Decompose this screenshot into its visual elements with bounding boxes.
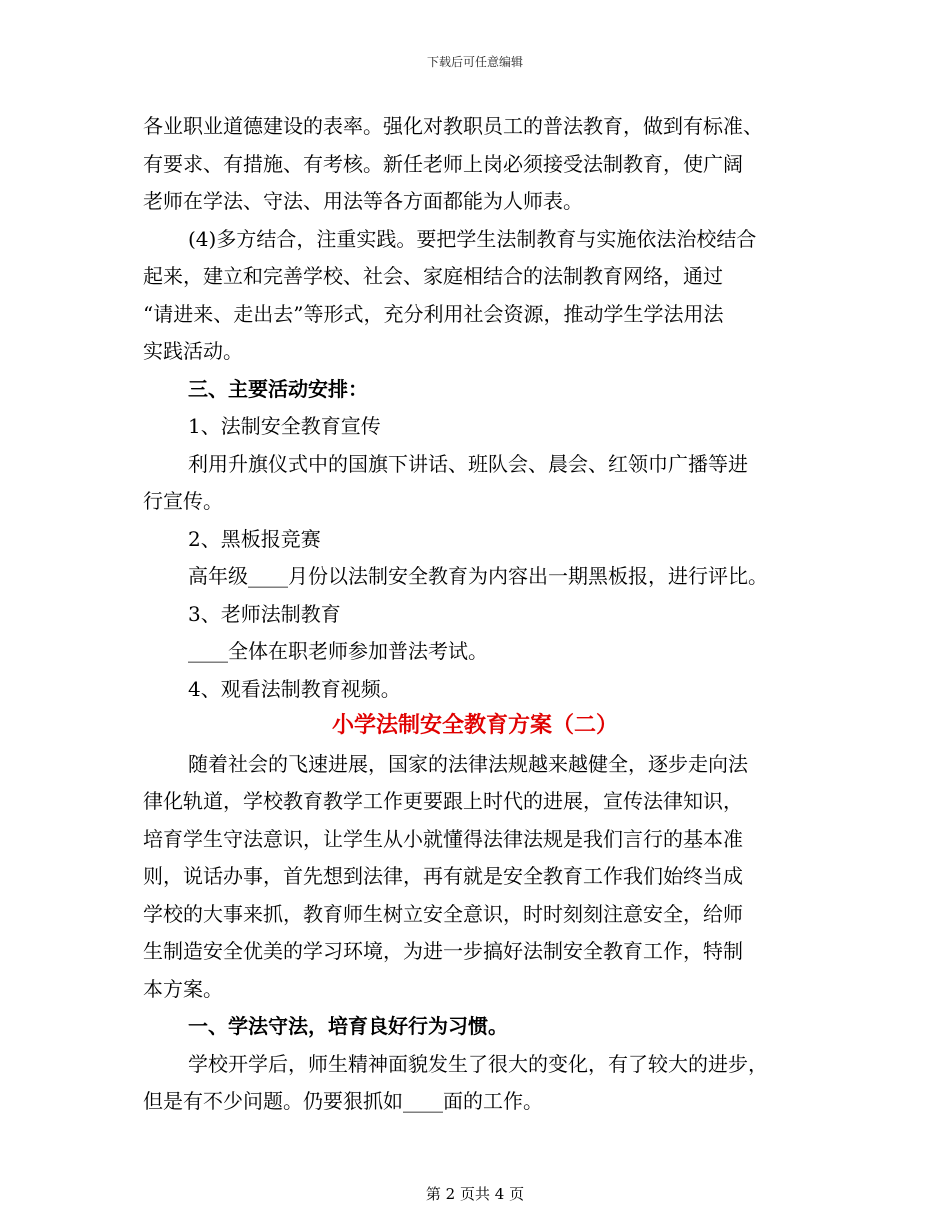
page-footer: 第 2 页共 4 页 <box>425 1185 525 1203</box>
page-header: 下载后可任意编辑 <box>426 55 523 69</box>
list-item-heading: 3、老师法制教育 <box>188 602 341 626</box>
text-line: “请进来、走出去”等形式，充分利用社会资源，推动学生学法用法 <box>143 302 724 326</box>
text-line: 实践活动。 <box>143 339 243 363</box>
text-line: (4)多方结合，注重实践。要把学生法制教育与实施依法治校结合 <box>188 227 757 251</box>
section-heading: 一、学法守法，培育良好行为习惯。 <box>188 1014 508 1038</box>
list-item-heading: 4、观看法制教育视频。 <box>188 677 401 701</box>
text-line: 律化轨道，学校教育教学工作更要跟上时代的进展，宣传法律知识， <box>143 789 743 813</box>
text-line: 则，说话办事，首先想到法律，再有就是安全教育工作我们始终当成 <box>143 864 743 888</box>
text-line: 随着社会的飞速进展，国家的法律法规越来越健全，逐步走向法 <box>188 752 748 776</box>
text-line: 生制造安全优美的学习环境，为进一步搞好法制安全教育工作，特制 <box>143 939 743 963</box>
text-line: 学校的大事来抓，教育师生树立安全意识，时时刻刻注意安全，给师 <box>143 902 743 926</box>
section-heading: 三、主要活动安排： <box>188 377 368 401</box>
text-line: 老师在学法、守法、用法等各方面都能为人师表。 <box>143 189 583 213</box>
text-line: 培育学生守法意识，让学生从小就懂得法律法规是我们言行的基本准 <box>143 827 743 851</box>
text-line: 本方案。 <box>143 977 223 1001</box>
text-line: 但是有不少问题。仍要狠抓如____面的工作。 <box>143 1089 543 1113</box>
text-line: 行宣传。 <box>143 489 223 513</box>
list-item-heading: 2、黑板报竞赛 <box>188 527 321 551</box>
text-line: 起来，建立和完善学校、社会、家庭相结合的法制教育网络，通过 <box>143 264 723 288</box>
text-line: 高年级____月份以法制安全教育为内容出一期黑板报，进行评比。 <box>188 564 768 588</box>
text-line: 有要求、有措施、有考核。新任老师上岗必须接受法制教育，使广阔 <box>143 152 743 176</box>
text-line: 利用升旗仪式中的国旗下讲话、班队会、晨会、红领巾广播等进 <box>188 452 748 476</box>
text-line: 各业职业道德建设的表率。强化对教职员工的普法教育，做到有标准、 <box>143 114 763 138</box>
document-title: 小学法制安全教育方案（二） <box>331 712 618 738</box>
text-line: 学校开学后，师生精神面貌发生了很大的变化，有了较大的进步， <box>188 1052 768 1076</box>
text-line: ____全体在职老师参加普法考试。 <box>188 639 488 663</box>
list-item-heading: 1、法制安全教育宣传 <box>188 414 381 438</box>
